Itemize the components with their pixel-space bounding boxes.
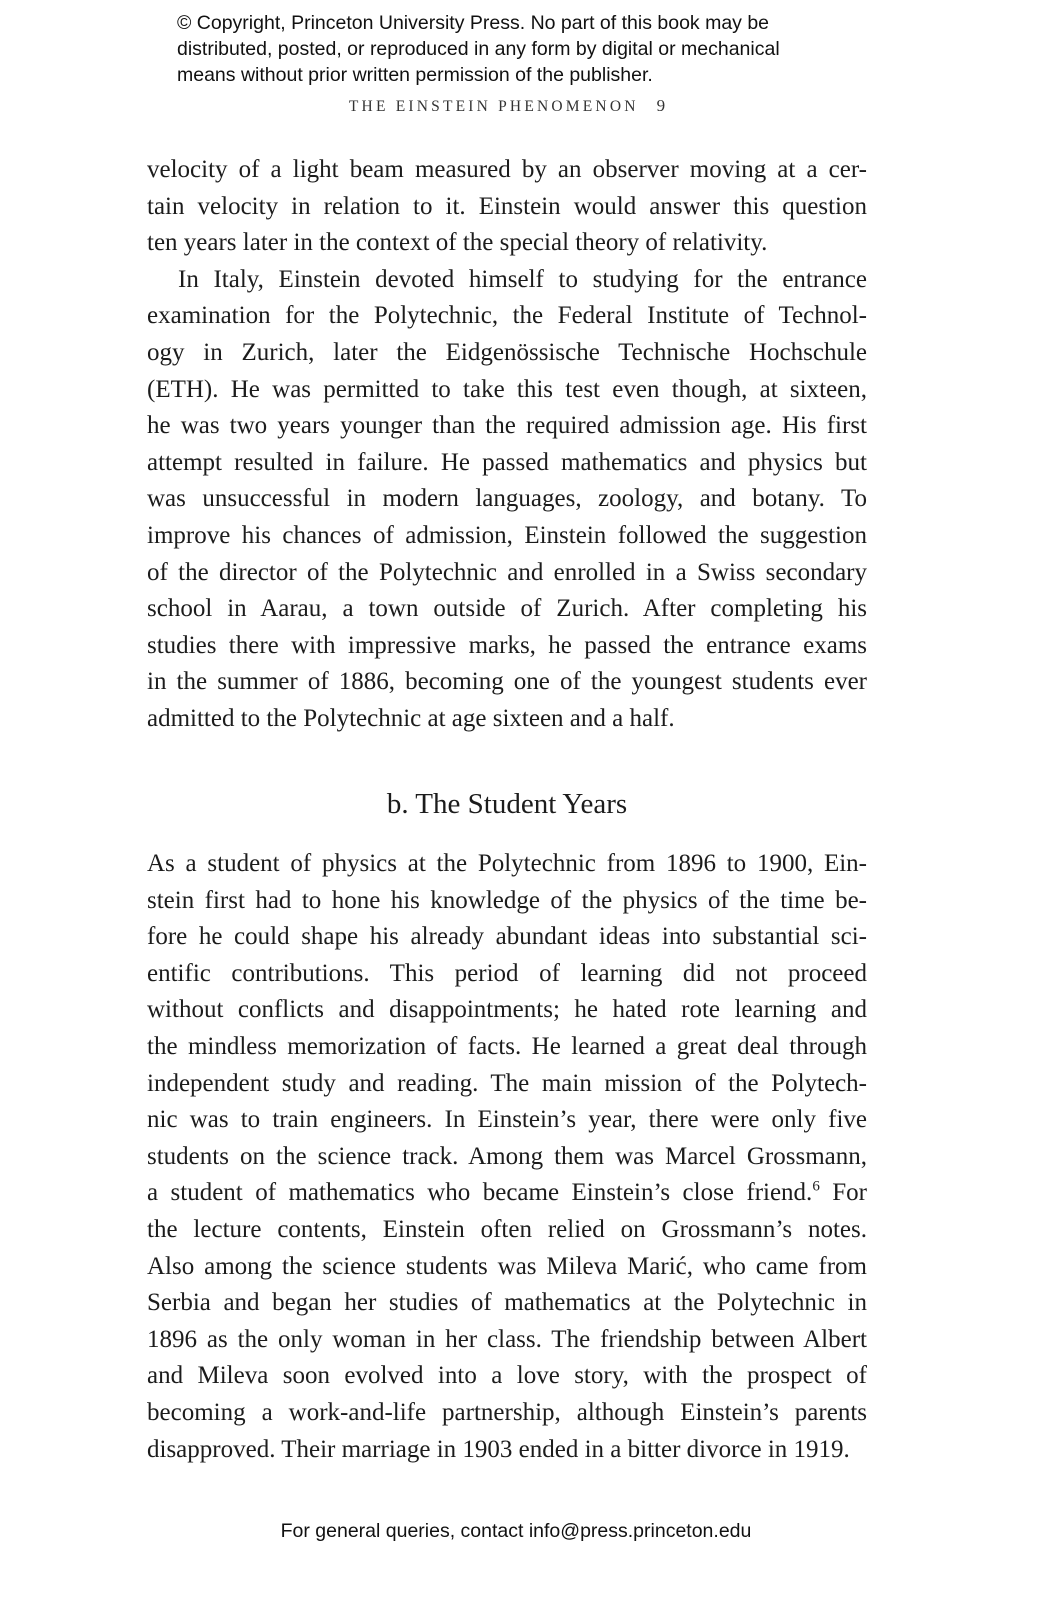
text-line: disapproved. Their marriage in 1903 ended in a bitter divorce in 1919. [147, 1435, 850, 1463]
text-segment: For [819, 1179, 867, 1207]
text-line: school in Aarau, a town outside of Zurich. After completing his [147, 595, 867, 623]
text-line: nic was to train engineers. In Einstein’s year, there were only five [147, 1106, 867, 1134]
text-line: velocity of a light beam measured by an observer moving at a cer- [147, 156, 867, 183]
text-line: admitted to the Polytechnic at age sixteen and a half. [147, 704, 675, 732]
copyright-line: © Copyright, Princeton University Press. No part of this book may be [177, 12, 770, 34]
text-line [147, 1175, 867, 1212]
copyright-notice [177, 10, 780, 88]
text-line: (ETH). He was permitted to take this test even though, at sixteen, [147, 375, 867, 403]
text-line: attempt resulted in failure. He passed mathematics and physics but [147, 448, 867, 476]
text-segment: a student of mathematics who became Einstein’s close friend. [147, 1179, 813, 1207]
footer-contact: For general queries, contact info@press.princeton.edu [280, 1520, 752, 1542]
text-line: tain velocity in relation to it. Einstein would answer this question [147, 192, 867, 220]
page-number: 9 [656, 96, 666, 115]
text-line: ten years later in the context of the special theory of relativity. [147, 229, 768, 257]
text-line: 1896 as the only woman in her class. The friendship between Albert [147, 1325, 867, 1353]
text-line: As a student of physics at the Polytechnic from 1896 to 1900, Ein- [147, 850, 867, 877]
text-line: of the director of the Polytechnic and enrolled in a Swiss secondary [147, 558, 867, 586]
text-line: improve his chances of admission, Einstein followed the suggestion [147, 521, 867, 549]
text-line: In Italy, Einstein devoted himself to studying for the entrance [178, 265, 867, 293]
copyright-line: distributed, posted, or reproduced in any form by digital or mechanical [177, 38, 780, 60]
paragraph [147, 262, 867, 738]
body-text-top [147, 152, 867, 738]
paragraph [147, 152, 867, 262]
running-head [0, 96, 1014, 116]
text-line: stein first had to hone his knowledge of the physics of the time be- [147, 886, 867, 914]
footnote-marker[interactable]: 6 [812, 1179, 820, 1196]
text-line: examination for the Polytechnic, the Federal Institute of Technol- [147, 302, 867, 330]
copyright-line: means without prior written permission of the publisher. [177, 64, 653, 86]
text-line: was unsuccessful in modern languages, zoology, and botany. To [147, 485, 867, 513]
text-line: in the summer of 1886, becoming one of the youngest students ever [147, 668, 867, 696]
text-line: he was two years younger than the required admission age. His first [147, 412, 867, 440]
text-line: students on the science track. Among them was Marcel Grossmann, [147, 1142, 867, 1170]
text-line: entific contributions. This period of learning did not proceed [147, 959, 867, 987]
text-line: independent study and reading. The main mission of the Polytech- [147, 1069, 867, 1097]
running-head-title: THE EINSTEIN PHENOMENON [348, 98, 639, 115]
paragraph [147, 846, 867, 1468]
text-line: fore he could shape his already abundant ideas into substantial sci- [147, 923, 867, 951]
text-line: studies there with impressive marks, he passed the entrance exams [147, 631, 867, 659]
text-line: becoming a work-and-life partnership, although Einstein’s parents [147, 1398, 867, 1426]
text-line: and Mileva soon evolved into a love story, with the prospect of [147, 1362, 867, 1390]
text-line: without conflicts and disappointments; he hated rote learning and [147, 996, 867, 1024]
text-line: the lecture contents, Einstein often relied on Grossmann’s notes. [147, 1215, 867, 1243]
text-line: Also among the science students was Mileva Marić, who came from [147, 1252, 867, 1280]
text-line: Serbia and began her studies of mathematics at the Polytechnic in [147, 1289, 867, 1317]
text-line: the mindless memorization of facts. He learned a great deal through [147, 1032, 867, 1060]
body-text-bottom [147, 846, 867, 1468]
text-line: ogy in Zurich, later the Eidgenössische Technische Hochschule [147, 338, 867, 366]
section-heading: b. The Student Years [386, 788, 628, 820]
